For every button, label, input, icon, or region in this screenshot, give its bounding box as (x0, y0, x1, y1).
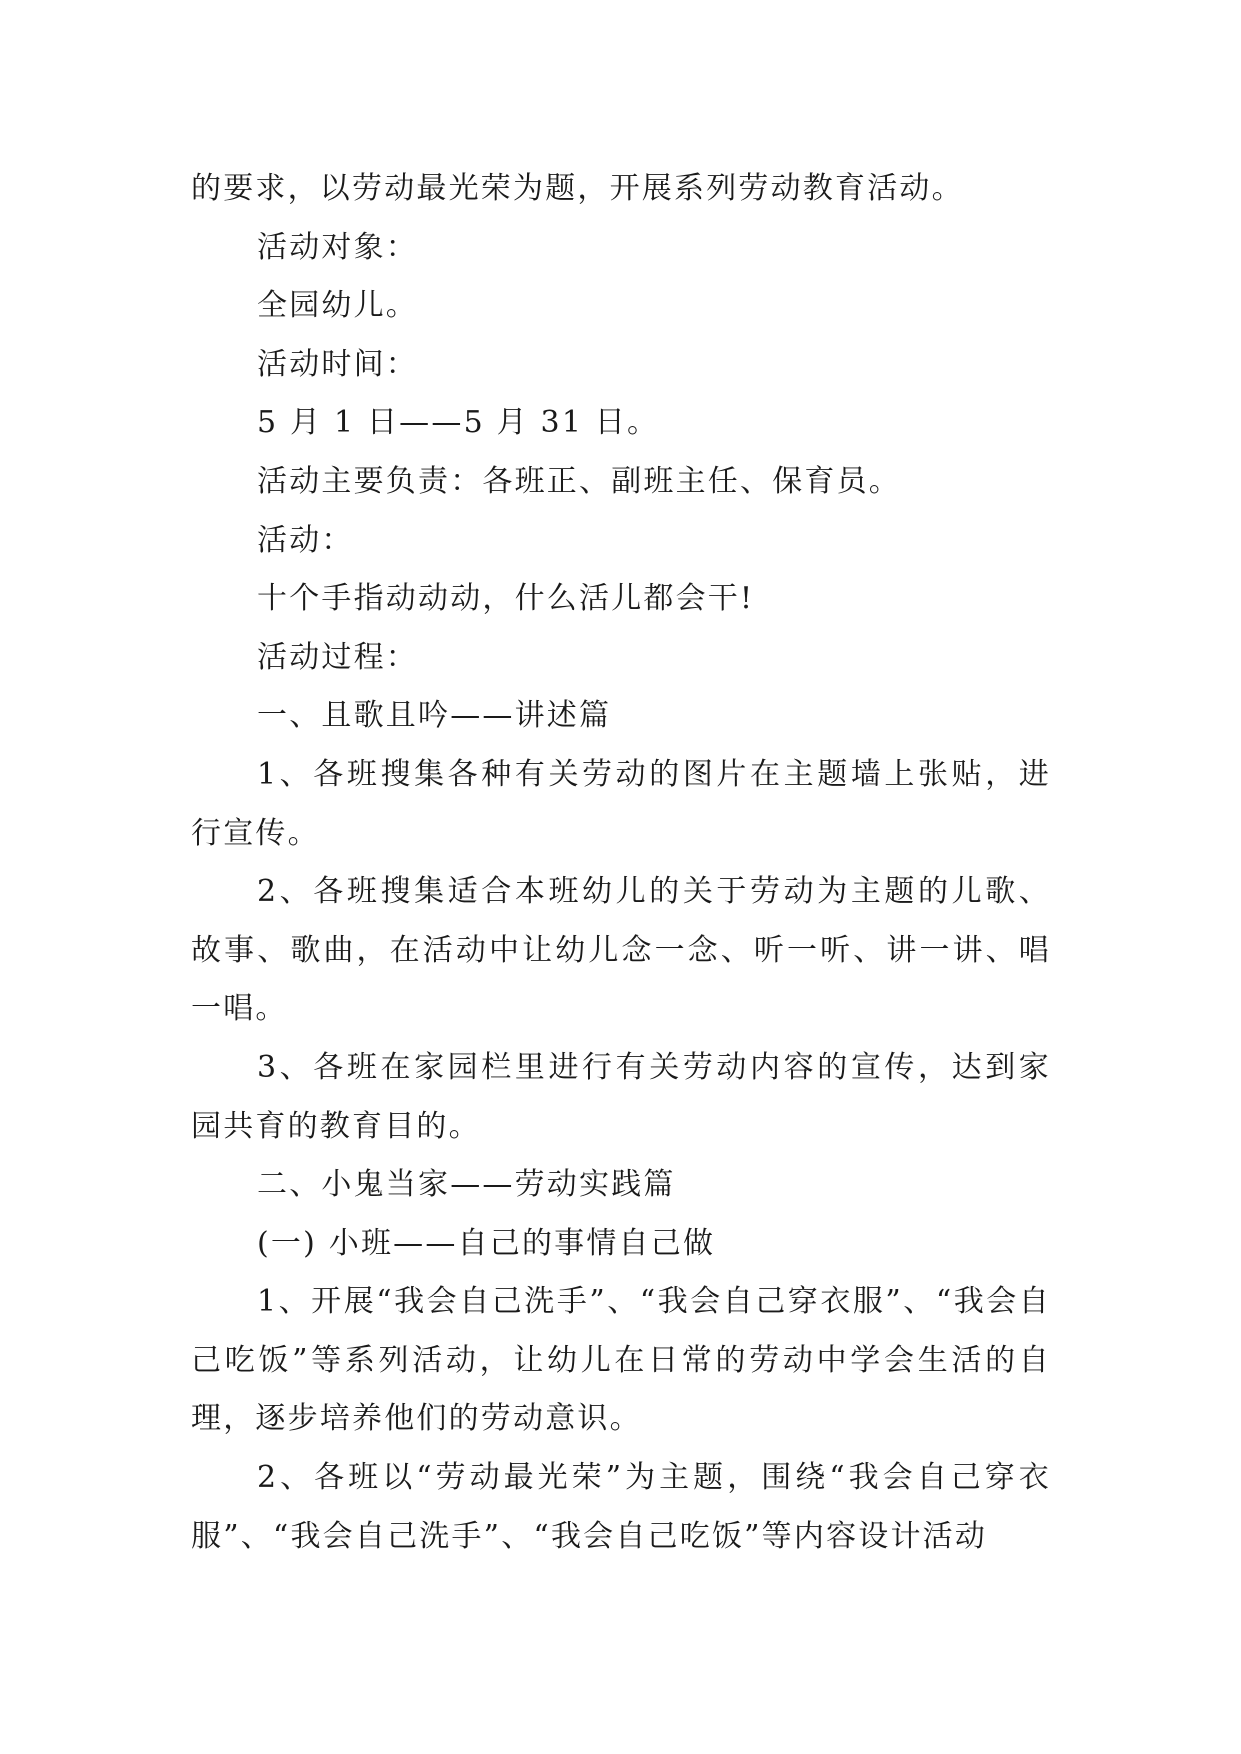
list-item: 1、各班搜集各种有关劳动的图片在主题墙上张贴，进行宣传。 (191, 756, 1051, 851)
paragraph-activity-slogan: 十个手指动动动，什么活儿都会干! (257, 581, 755, 617)
heading-activity-process: 活动过程： (257, 639, 418, 675)
document-body (191, 160, 1051, 1566)
subsection-heading: (一) 小班——自己的事情自己做 (257, 1225, 716, 1261)
list-item: 2、各班搜集适合本班幼儿的关于劳动为主题的儿歌、故事、歌曲，在活动中让幼儿念一念、听一听、讲一讲、唱一唱。 (191, 874, 1051, 1027)
list-item: 2、各班以“劳动最光荣”为主题，围绕“我会自己穿衣服”、“我会自己洗手”、“我会自己吃饭”等内容设计活动 (191, 1460, 1051, 1554)
section-heading-one: 一、且歌且吟——讲述篇 (257, 698, 612, 734)
heading-activity: 活动： (257, 522, 354, 558)
paragraph-activity-time: 5 月 1 日——5 月 31 日。 (257, 405, 660, 441)
section-heading-two: 二、小鬼当家——劳动实践篇 (257, 1167, 676, 1203)
list-item: 1、开展“我会自己洗手”、“我会自己穿衣服”、“我会自己吃饭”等系列活动，让幼儿在日常的劳动中学会生活的自理，逐步培养他们的劳动意识。 (191, 1284, 1051, 1437)
paragraph-continuation: 的要求，以劳动最光荣为题，开展系列劳动教育活动。 (191, 171, 964, 206)
heading-activity-time: 活动时间： (257, 346, 418, 382)
paragraph-activity-responsible: 活动主要负责：各班正、副班主任、保育员。 (257, 463, 901, 499)
list-item: 3、各班在家园栏里进行有关劳动内容的宣传，达到家园共育的教育目的。 (191, 1049, 1051, 1144)
heading-activity-target: 活动对象： (257, 229, 418, 265)
paragraph-activity-target: 全园幼儿。 (257, 288, 418, 324)
